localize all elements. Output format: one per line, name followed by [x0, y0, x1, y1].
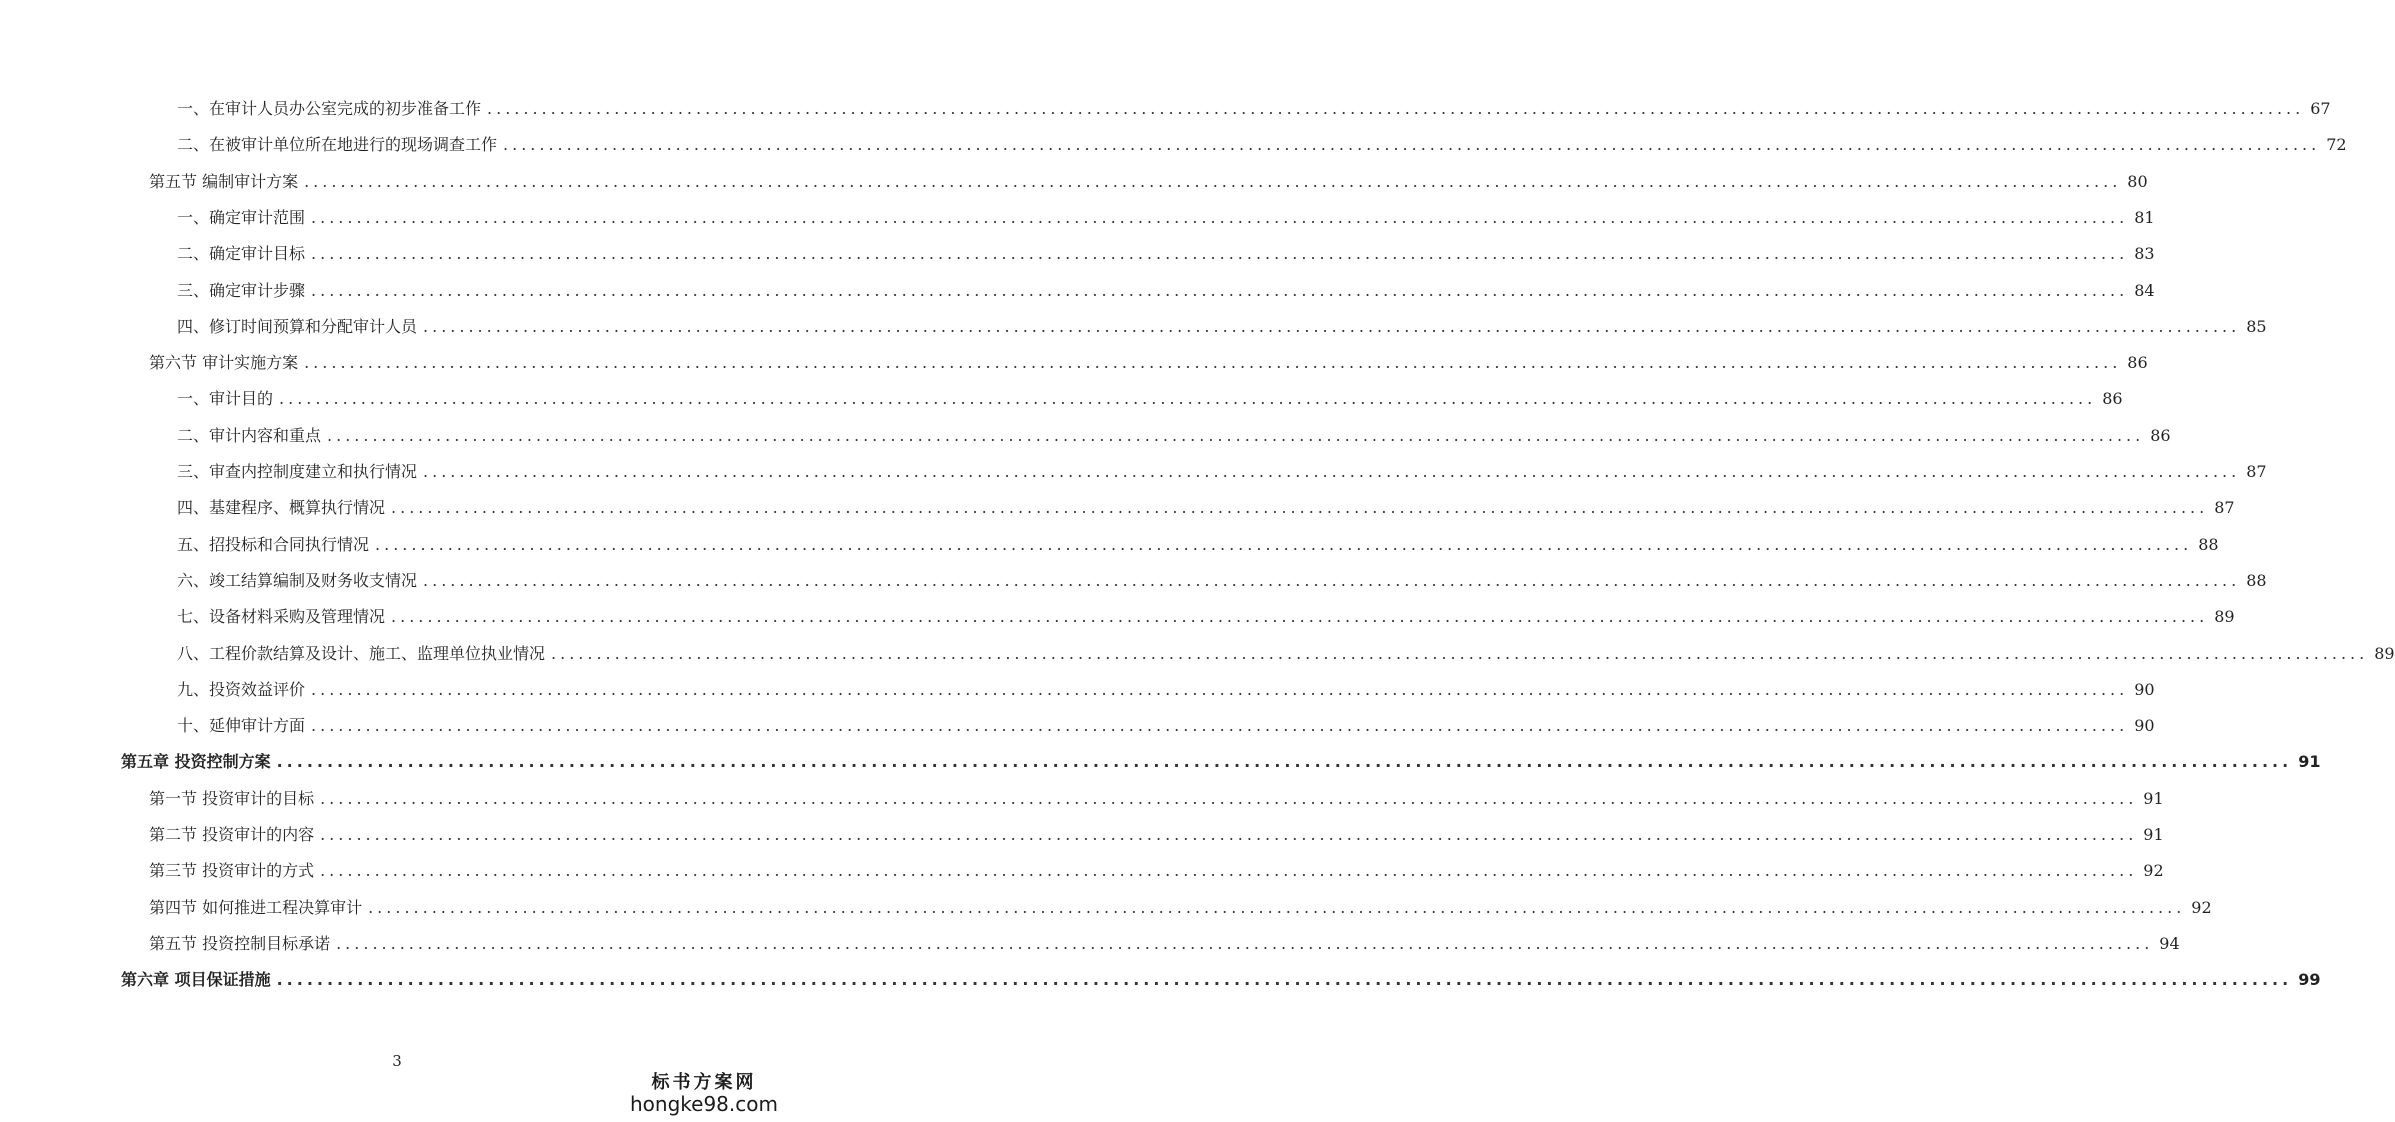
toc-entry-page: 87	[2214, 498, 2235, 518]
toc-entry-page: 86	[2127, 353, 2148, 373]
toc-entry[interactable]	[177, 279, 2155, 303]
toc-entry-page: 87	[2246, 462, 2267, 481]
toc-entry[interactable]	[149, 896, 2212, 920]
toc-entry-page: 92	[2143, 861, 2164, 881]
toc-entry-title: 第四节 如何推进工程决算审计	[149, 897, 363, 917]
toc-entry[interactable]	[177, 605, 2235, 629]
toc-entry-title: 三、确定审计步骤	[177, 280, 306, 300]
toc-leader-dots: ........................................................................................................................................................................................................	[320, 788, 2138, 808]
toc-entry[interactable]	[177, 387, 2123, 411]
toc-entry-title: 一、确定审计范围	[177, 207, 306, 227]
toc-entry[interactable]	[149, 170, 2148, 194]
toc-leader-dots: ........................................................................................................................................................................................................	[368, 897, 2186, 917]
toc-leader-dots: ........................................................................................................................................................................................................	[304, 353, 2122, 373]
toc-entry[interactable]	[177, 424, 2171, 448]
toc-entry-page: 72	[2326, 135, 2347, 155]
toc-entry[interactable]	[177, 714, 2155, 738]
toc-entry-page: 89	[2214, 607, 2235, 627]
toc-entry-page: 86	[2150, 425, 2171, 445]
toc-entry[interactable]	[149, 823, 2164, 847]
toc-entry-title: 八、工程价款结算及设计、施工、监理单位执业情况	[177, 643, 546, 663]
toc-entry-title: 五、招投标和合同执行情况	[177, 534, 370, 554]
toc-entry-title: 一、审计目的	[177, 389, 274, 409]
toc-leader-dots: ........................................................................................................................................................................................................	[304, 171, 2122, 191]
toc-entry[interactable]	[177, 678, 2155, 702]
toc-entry-title: 九、投资效益评价	[177, 679, 306, 699]
watermark-logo	[624, 1068, 784, 1116]
toc-entry-title: 十、延伸审计方面	[177, 716, 306, 736]
toc-entry-page: 85	[2246, 316, 2267, 336]
toc-leader-dots: ........................................................................................................................................................................................................	[311, 244, 2129, 264]
toc-leader-dots: ........................................................................................................................................................................................................	[336, 933, 2154, 953]
toc-entry[interactable]	[149, 351, 2148, 375]
toc-leader-dots: ........................................................................................................................................................................................................	[320, 825, 2138, 844]
toc-entry-title: 一、在审计人员办公室完成的初步准备工作	[177, 99, 482, 118]
toc-entry-page: 92	[2191, 897, 2212, 917]
toc-entry-page: 86	[2102, 389, 2123, 409]
toc-leader-dots: ........................................................................................................................................................................................................	[375, 534, 2193, 554]
toc-entry-page: 84	[2134, 280, 2155, 300]
toc-leader-dots: ........................................................................................................................................................................................................	[551, 643, 2369, 663]
toc-leader-dots: ........................................................................................................................................................................................................	[276, 752, 2293, 772]
toc-leader-dots: ........................................................................................................................................................................................................	[391, 498, 2209, 518]
toc-entry-page: 83	[2134, 244, 2155, 264]
toc-entry-title: 第五节 编制审计方案	[149, 171, 299, 191]
toc-entry-page: 67	[2310, 99, 2331, 118]
toc-leader-dots: ........................................................................................................................................................................................................	[311, 716, 2129, 736]
toc-leader-dots: ........................................................................................................................................................................................................	[503, 135, 2321, 155]
toc-leader-dots: ........................................................................................................................................................................................................	[311, 280, 2129, 300]
toc-entry-title: 第六节 审计实施方案	[149, 353, 299, 373]
toc-entry-title: 第三节 投资审计的方式	[149, 861, 315, 881]
toc-entry[interactable]	[177, 133, 2347, 157]
toc-entry-page: 80	[2127, 171, 2148, 191]
toc-entry-title: 第五节 投资控制目标承诺	[149, 933, 331, 953]
toc-entry-title: 二、审计内容和重点	[177, 425, 322, 445]
toc-leader-dots: ........................................................................................................................................................................................................	[423, 316, 2241, 336]
toc-entry[interactable]	[177, 642, 2395, 666]
toc-entry-page: 91	[2143, 788, 2164, 808]
toc-entry-title: 六、竣工结算编制及财务收支情况	[177, 570, 418, 590]
toc-entry-page: 91	[2298, 752, 2321, 772]
toc-entry-title: 第六章 项目保证措施	[121, 970, 271, 990]
toc-entry-title: 三、审查内控制度建立和执行情况	[177, 462, 418, 481]
toc-entry[interactable]	[121, 968, 2321, 992]
toc-entry[interactable]	[177, 315, 2267, 339]
toc-leader-dots: ........................................................................................................................................................................................................	[279, 389, 2097, 409]
toc-leader-dots: ........................................................................................................................................................................................................	[311, 207, 2129, 227]
toc-entry-title: 四、修订时间预算和分配审计人员	[177, 316, 418, 336]
toc-leader-dots: ........................................................................................................................................................................................................	[311, 679, 2129, 699]
toc-entry-title: 二、在被审计单位所在地进行的现场调查工作	[177, 135, 498, 155]
toc-entry-title: 二、确定审计目标	[177, 244, 306, 264]
toc-entry-title: 第一节 投资审计的目标	[149, 788, 315, 808]
toc-entry[interactable]	[149, 787, 2164, 811]
toc-entry[interactable]	[149, 859, 2164, 883]
toc-entry[interactable]	[177, 242, 2155, 266]
toc-entry-title: 四、基建程序、概算执行情况	[177, 498, 386, 518]
toc-leader-dots: ........................................................................................................................................................................................................	[487, 99, 2305, 118]
toc-entry[interactable]	[177, 533, 2219, 557]
toc-entry-page: 91	[2143, 825, 2164, 844]
toc-leader-dots: ........................................................................................................................................................................................................	[423, 462, 2241, 481]
toc-entry-page: 89	[2374, 643, 2395, 663]
toc-entry-page: 81	[2134, 207, 2155, 227]
toc-leader-dots: ........................................................................................................................................................................................................	[327, 425, 2145, 445]
toc-entry[interactable]	[177, 97, 2331, 121]
watermark-domain: hongke98.com	[630, 1092, 778, 1116]
toc-entry-page: 99	[2298, 970, 2321, 990]
toc-entry-page: 88	[2246, 570, 2267, 590]
toc-entry-page: 90	[2134, 716, 2155, 736]
toc-leader-dots: ........................................................................................................................................................................................................	[423, 570, 2241, 590]
page-number: 3	[392, 1052, 402, 1070]
toc-entry-page: 88	[2198, 534, 2219, 554]
toc-leader-dots: ........................................................................................................................................................................................................	[276, 970, 2293, 990]
toc-leader-dots: ........................................................................................................................................................................................................	[391, 607, 2209, 627]
toc-entry[interactable]	[177, 206, 2155, 230]
toc-entry-title: 七、设备材料采购及管理情况	[177, 607, 386, 627]
toc-entry-page: 90	[2134, 679, 2155, 699]
toc-leader-dots: ........................................................................................................................................................................................................	[320, 861, 2138, 881]
toc-entry[interactable]	[149, 932, 2180, 956]
toc-entry[interactable]	[177, 460, 2267, 484]
toc-entry[interactable]	[177, 496, 2235, 520]
toc-entry[interactable]	[121, 750, 2321, 774]
toc-entry[interactable]	[177, 569, 2267, 593]
toc-entry-title: 第二节 投资审计的内容	[149, 825, 315, 844]
toc-entry-page: 94	[2159, 933, 2180, 953]
toc-entry-title: 第五章 投资控制方案	[121, 752, 271, 772]
watermark-title: 标书方案网	[651, 1072, 757, 1093]
